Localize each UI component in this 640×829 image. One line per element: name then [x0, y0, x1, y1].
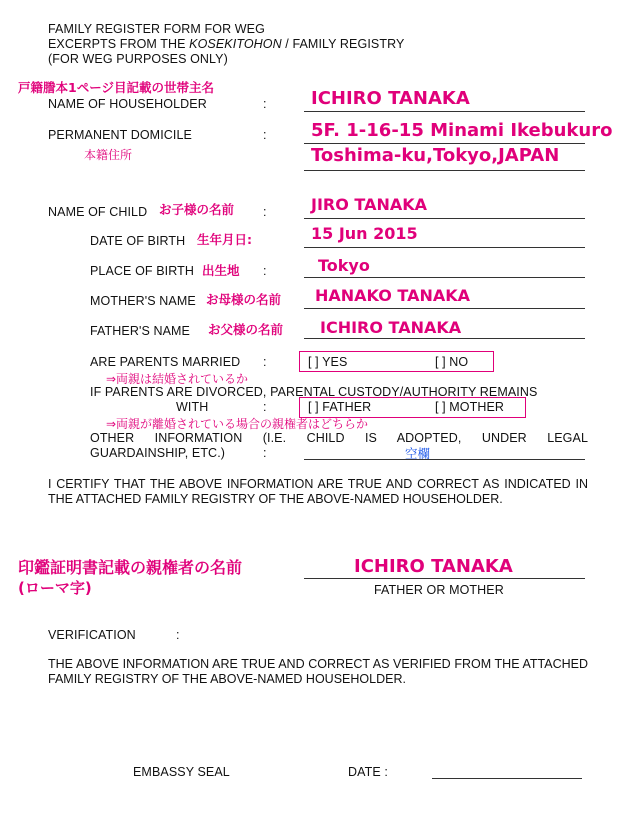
colon: : — [176, 628, 180, 642]
householder-value[interactable]: ICHIRO TANAKA — [311, 88, 470, 109]
domicile-note: 本籍住所 — [84, 148, 133, 162]
date-label: DATE : — [348, 765, 388, 779]
father-value[interactable]: ICHIRO TANAKA — [320, 318, 462, 337]
custody-mother-checkbox[interactable]: [ ] MOTHER — [435, 400, 505, 414]
signature-caption: FATHER OR MOTHER — [374, 583, 504, 597]
colon: : — [263, 205, 267, 219]
child-value[interactable]: JIRO TANAKA — [311, 195, 428, 214]
householder-underline — [304, 111, 585, 112]
dob-label: DATE OF BIRTH — [90, 234, 186, 248]
mother-value[interactable]: HANAKO TANAKA — [315, 286, 471, 305]
signature-note-2: (ローマ字) — [18, 579, 92, 597]
form-subtitle: EXCERPTS FROM THE KOSEKITOHON / FAMILY REGISTRY — [48, 37, 405, 51]
father-note: お父様の名前 — [208, 322, 284, 337]
father-label: FATHER'S NAME — [90, 324, 190, 338]
custody-father-checkbox[interactable]: [ ] FATHER — [308, 400, 372, 414]
child-underline — [304, 218, 585, 219]
child-label: NAME OF CHILD — [48, 205, 148, 219]
pob-label: PLACE OF BIRTH — [90, 264, 194, 278]
other-info-label-2: GUARDAINSHIP, ETC.) — [90, 446, 226, 460]
married-note: ⇒両親は結婚されているか — [106, 372, 249, 386]
married-yes-checkbox[interactable]: [ ] YES — [308, 355, 348, 369]
colon: : — [263, 97, 267, 111]
pob-underline — [304, 277, 585, 278]
kosekitohon-term: KOSEKITOHON — [189, 37, 282, 51]
colon: : — [263, 128, 267, 142]
colon: : — [263, 264, 267, 278]
mother-label: MOTHER'S NAME — [90, 294, 196, 308]
domicile-underline-2 — [304, 170, 585, 171]
verification-statement: THE ABOVE INFORMATION ARE TRUE AND CORRECT AS VERIFIED FROM THE ATTACHED FAMILY REGISTRY OF THE ABOVE-NAMED HOUSEHOLDER. — [48, 657, 588, 686]
father-underline — [304, 338, 585, 339]
pob-value[interactable]: Tokyo — [318, 256, 370, 275]
other-info-value[interactable]: 空欄 — [405, 446, 431, 461]
householder-note: 戸籍謄本1ページ目記載の世帯主名 — [18, 80, 214, 95]
custody-label: IF PARENTS ARE DIVORCED, PARENTAL CUSTODY/AUTHORITY REMAINS — [90, 385, 538, 399]
embassy-seal-label: EMBASSY SEAL — [133, 765, 230, 779]
dob-note: 生年月日: — [197, 232, 252, 247]
child-note: お子様の名前 — [159, 202, 235, 217]
domicile-value-line2[interactable]: Toshima-ku,Tokyo,JAPAN — [311, 145, 560, 166]
other-info-label: OTHER INFORMATION (I.E. CHILD IS ADOPTED, UNDER LEGAL — [90, 431, 588, 445]
date-underline[interactable] — [432, 778, 582, 779]
form-title: FAMILY REGISTER FORM FOR WEG — [48, 22, 265, 36]
domicile-label: PERMANENT DOMICILE — [48, 128, 192, 142]
signature-note: 印鑑証明書記載の親権者の名前 — [18, 558, 243, 577]
colon: : — [263, 355, 267, 369]
dob-underline — [304, 247, 585, 248]
domicile-value-line1[interactable]: 5F. 1-16-15 Minami Ikebukuro — [311, 120, 613, 141]
mother-note: お母様の名前 — [206, 292, 282, 307]
form-purpose: (FOR WEG PURPOSES ONLY) — [48, 52, 228, 66]
signature-name[interactable]: ICHIRO TANAKA — [354, 556, 513, 577]
domicile-underline-1 — [304, 143, 585, 144]
mother-underline — [304, 308, 585, 309]
custody-with-label: WITH — [176, 400, 209, 414]
colon: : — [263, 400, 267, 414]
other-info-underline — [304, 459, 585, 460]
householder-label: NAME OF HOUSEHOLDER — [48, 97, 207, 111]
dob-value[interactable]: 15 Jun 2015 — [311, 224, 418, 243]
custody-note: ⇒両親が離婚されている場合の親権者はどちらか — [106, 417, 369, 431]
signature-underline — [304, 578, 585, 579]
pob-note: 出生地 — [202, 263, 240, 278]
verification-label: VERIFICATION — [48, 628, 136, 642]
certify-statement: I CERTIFY THAT THE ABOVE INFORMATION ARE TRUE AND CORRECT AS INDICATED IN THE ATTACHED FAMILY REGISTRY OF THE ABOVE-NAMED HOUSEHOLDER. — [48, 477, 588, 506]
married-no-checkbox[interactable]: [ ] NO — [435, 355, 469, 369]
colon: : — [263, 446, 267, 460]
married-label: ARE PARENTS MARRIED — [90, 355, 241, 369]
